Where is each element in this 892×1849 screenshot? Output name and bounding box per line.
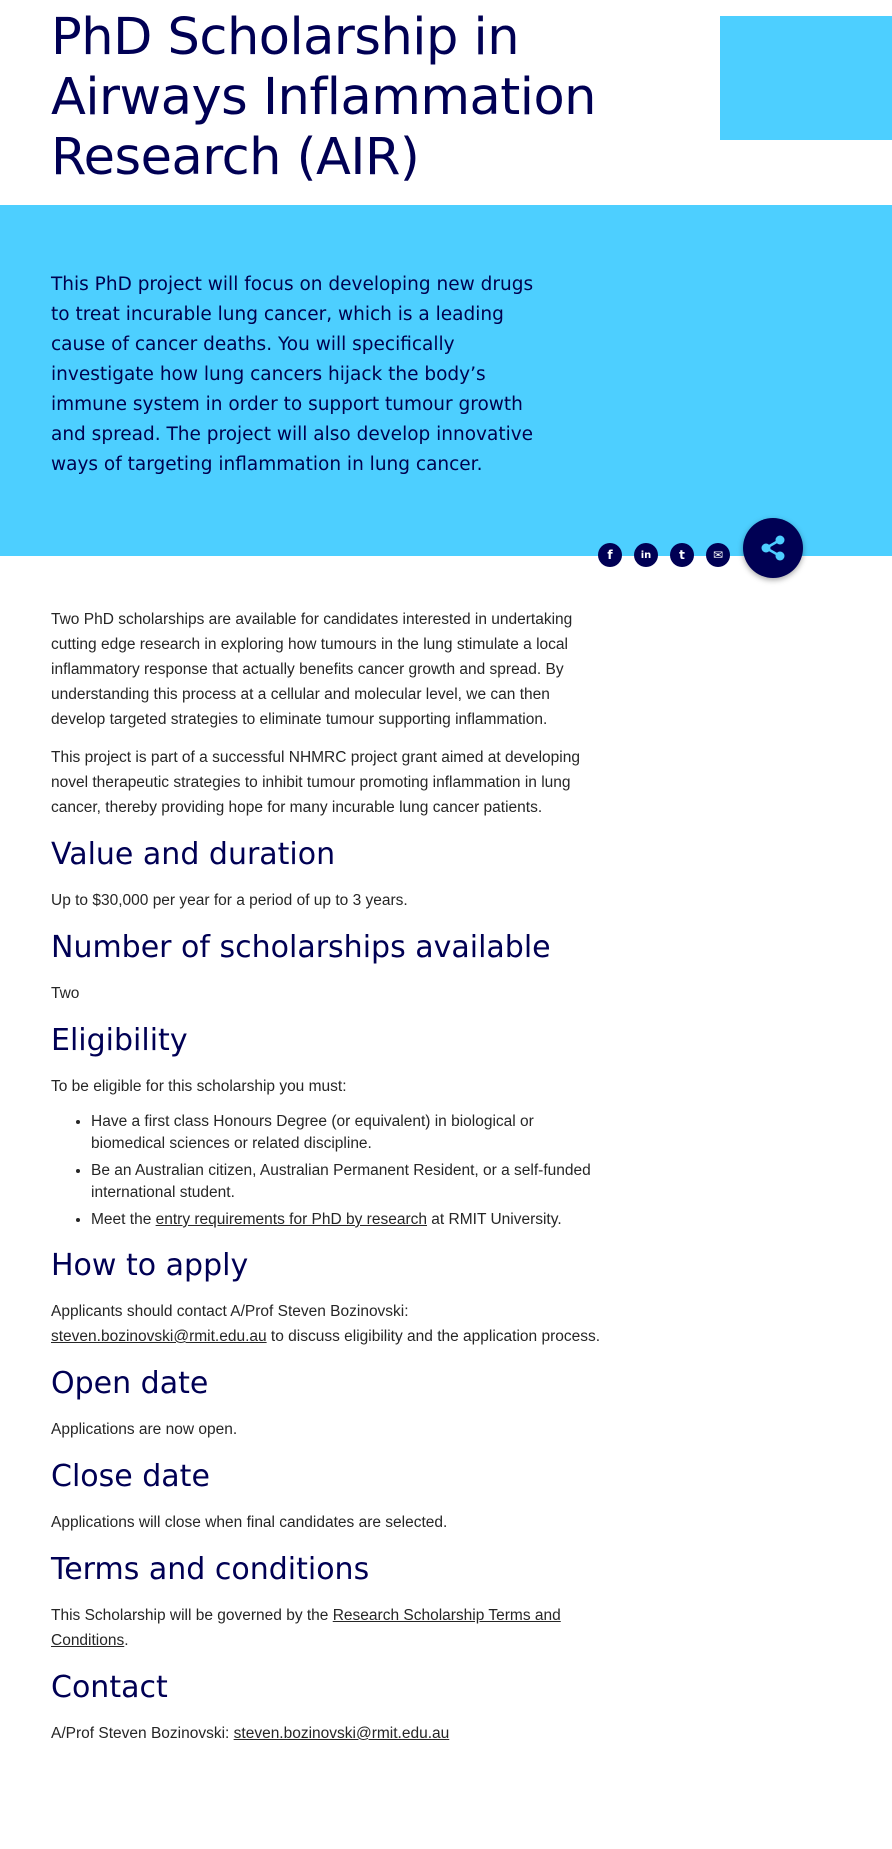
intro-paragraph-2: This project is part of a successful NHMRC project grant aimed at developing novel therapeutic strategies to inhibit tumour promoting inflammation in lung cancer, thereby providing hope for many incurable lung cancer patients. [51,749,580,816]
eligibility-list [51,1111,606,1231]
main-content [51,607,606,1746]
linkedin-icon[interactable] [634,543,658,567]
facebook-icon[interactable] [598,543,622,567]
share-button[interactable] [743,518,803,578]
twitter-glyph: t [679,548,685,562]
number-text: Two [51,985,80,1002]
close-date-heading: Close date [51,1459,210,1494]
apply-before: Applicants should contact A/Prof Steven Bozinovski: [51,1303,409,1320]
email-icon[interactable] [706,543,730,567]
list-item: • Have a first class Honours Degree (or equivalent) in biological or biomedical sciences or related discipline. [91,1111,606,1155]
hero-banner [0,205,892,556]
page-title: PhD Scholarship in Airways Inflammation Research (AIR) [51,8,596,187]
eligibility-heading: Eligibility [51,1023,188,1058]
contact-text [51,1721,606,1746]
list-item [91,1209,606,1231]
value-heading: Value and duration [51,837,336,872]
intro-paragraph-1: Two PhD scholarships are available for candidates interested in undertaking cutting edge research in exploring how tumours in the lung stimulate a local inflammatory response that actually benefits cancer growth and spread. By understanding this process at a cellular and molecular level, we can then develop targeted strategies to eliminate tumour supporting inflammation. [51,611,573,728]
entry-requirements-link[interactable]: entry requirements for PhD by research [155,1211,427,1228]
eligibility-intro: To be eligible for this scholarship you must: [51,1078,347,1095]
email-glyph: ✉ [712,548,724,562]
decorative-block [720,16,892,140]
terms-before: This Scholarship will be governed by the [51,1607,333,1624]
linkedin-glyph: in [640,549,652,561]
apply-after: to discuss eligibility and the application process. [266,1328,601,1345]
decorative-notch [846,0,892,16]
contact-email-link[interactable]: steven.bozinovski@rmit.edu.au [233,1725,450,1742]
eligibility-item3-before: Meet the [91,1211,156,1228]
number-heading: Number of scholarships available [51,930,551,965]
contact-before: A/Prof Steven Bozinovski: [51,1725,234,1742]
share-icon [758,533,788,563]
hero-summary: This PhD project will focus on developing new drugs to treat incurable lung cancer, which is a leading cause of cancer deaths. You will specifically investigate how lung cancers hijack the body’s immune system in order to support tumour growth and spread. The project will also develop innovative ways of targeting inflammation in lung cancer. [51,274,534,475]
terms-heading: Terms and conditions [51,1552,370,1587]
close-date-text: Applications will close when final candidates are selected. [51,1514,448,1531]
list-item: • Be an Australian citizen, Australian Permanent Resident, or a self-funded international student. [91,1160,606,1204]
terms-link[interactable]: Research Scholarship Terms and Conditions [51,1607,561,1649]
terms-text [51,1603,606,1653]
twitter-icon[interactable] [670,543,694,567]
apply-email-link[interactable]: steven.bozinovski@rmit.edu.au [51,1328,267,1345]
eligibility-item3-after: at RMIT University. [427,1211,562,1228]
open-date-text: Applications are now open. [51,1421,238,1438]
apply-heading: How to apply [51,1248,249,1283]
facebook-glyph: f [607,548,613,562]
share-links [598,543,730,567]
contact-heading: Contact [51,1670,168,1705]
terms-after: . [124,1632,129,1649]
value-text: Up to $30,000 per year for a period of up to 3 years. [51,892,408,909]
open-date-heading: Open date [51,1366,209,1401]
apply-text [51,1299,606,1349]
